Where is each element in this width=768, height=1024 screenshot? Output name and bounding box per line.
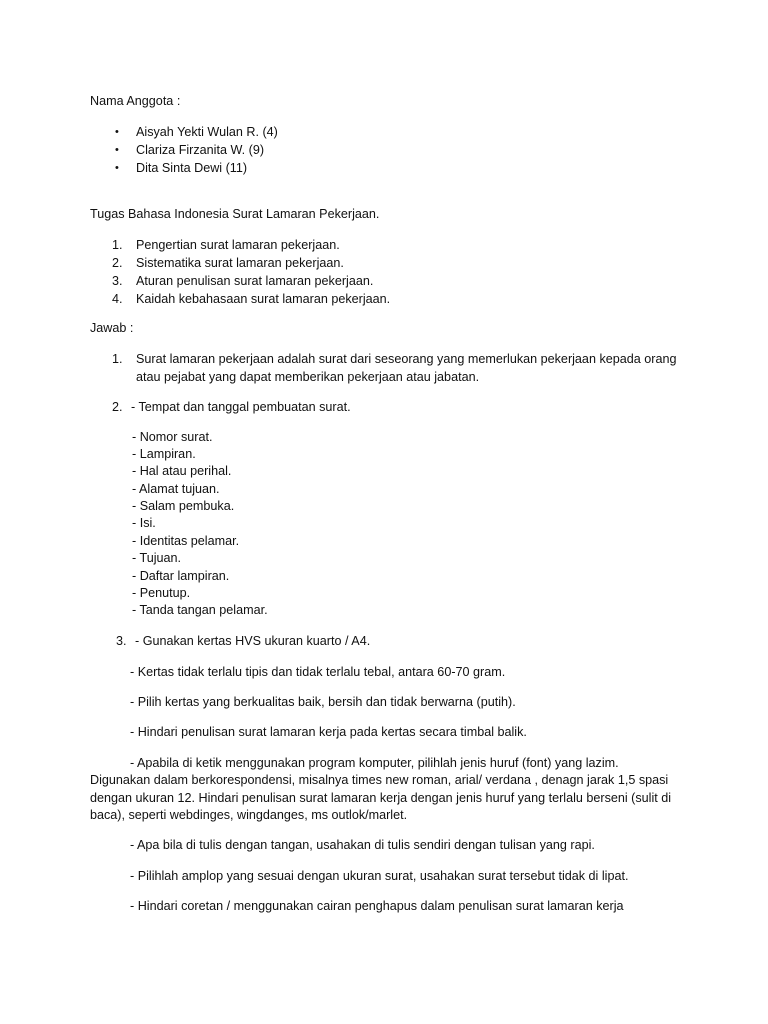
- answer-paragraph: - Kertas tidak terlalu tipis dan tidak terlalu tebal, antara 60-70 gram.: [130, 665, 506, 679]
- answer-paragraph: baca), seperti webdinges, wingdanges, ms outlok/marlet.: [90, 808, 408, 822]
- answer-paragraph: - Pilihlah amplop yang sesuai dengan ukuran surat, usahakan surat tersebut tidak di lipat.: [130, 869, 629, 883]
- members-heading: Nama Anggota :: [90, 94, 181, 108]
- answer-paragraph: - Apa bila di tulis dengan tangan, usahakan di tulis sendiri dengan tulisan yang rapi.: [130, 838, 595, 852]
- answer-list-item: - Daftar lampiran.: [132, 569, 230, 583]
- answer-paragraph: - Apabila di ketik menggunakan program komputer, pilihlah jenis huruf (font) yang lazim.: [130, 756, 619, 770]
- bullet-icon: •: [115, 162, 119, 174]
- answer-text: - Tempat dan tanggal pembuatan surat.: [131, 400, 351, 414]
- question-text: Aturan penulisan surat lamaran pekerjaan.: [136, 274, 374, 288]
- answer-list-item: - Isi.: [132, 516, 156, 530]
- answer-paragraph: - Hindari penulisan surat lamaran kerja pada kertas secara timbal balik.: [130, 725, 527, 739]
- question-number: 4.: [112, 292, 123, 306]
- answer-number: 2.: [112, 400, 123, 414]
- answer-list-item: - Tujuan.: [132, 551, 182, 565]
- answer-list-item: - Salam pembuka.: [132, 499, 235, 513]
- answer-list-item: - Penutup.: [132, 586, 191, 600]
- bullet-icon: •: [115, 126, 119, 138]
- member-item: Aisyah Yekti Wulan R. (4): [136, 125, 278, 139]
- answer-paragraph: - Hindari coretan / menggunakan cairan penghapus dalam penulisan surat lamaran kerja: [130, 899, 624, 913]
- answer-number: 3.: [116, 634, 127, 648]
- bullet-icon: •: [115, 144, 119, 156]
- task-title: Tugas Bahasa Indonesia Surat Lamaran Pekerjaan.: [90, 207, 380, 221]
- answer-heading: Jawab :: [90, 321, 134, 335]
- answer-list-item: - Identitas pelamar.: [132, 534, 240, 548]
- question-number: 2.: [112, 256, 123, 270]
- answer-list-item: - Tanda tangan pelamar.: [132, 603, 268, 617]
- question-text: Pengertian surat lamaran pekerjaan.: [136, 238, 340, 252]
- answer-paragraph: Digunakan dalam berkorespondensi, misalnya times new roman, arial/ verdana , denagn jarak 1,5 spasi: [90, 773, 669, 787]
- answer-list-item: - Hal atau perihal.: [132, 464, 232, 478]
- answer-text: - Gunakan kertas HVS ukuran kuarto / A4.: [135, 634, 371, 648]
- answer-list-item: - Lampiran.: [132, 447, 196, 461]
- answer-text: Surat lamaran pekerjaan adalah surat dari seseorang yang memerlukan pekerjaan kepada orang: [136, 352, 677, 366]
- answer-paragraph: - Pilih kertas yang berkualitas baik, bersih dan tidak berwarna (putih).: [130, 695, 516, 709]
- answer-list-item: - Nomor surat.: [132, 430, 213, 444]
- answer-text: atau pejabat yang dapat memberikan pekerjaan atau jabatan.: [136, 370, 480, 384]
- member-item: Clariza Firzanita W. (9): [136, 143, 265, 157]
- answer-paragraph: dengan ukuran 12. Hindari penulisan surat lamaran kerja dengan jenis huruf yang terlalu berseni (sulit di: [90, 791, 672, 805]
- question-text: Sistematika surat lamaran pekerjaan.: [136, 256, 344, 270]
- question-number: 1.: [112, 238, 123, 252]
- question-text: Kaidah kebahasaan surat lamaran pekerjaan.: [136, 292, 391, 306]
- answer-number: 1.: [112, 352, 123, 366]
- question-number: 3.: [112, 274, 123, 288]
- member-item: Dita Sinta Dewi (11): [136, 161, 248, 175]
- answer-list-item: - Alamat tujuan.: [132, 482, 220, 496]
